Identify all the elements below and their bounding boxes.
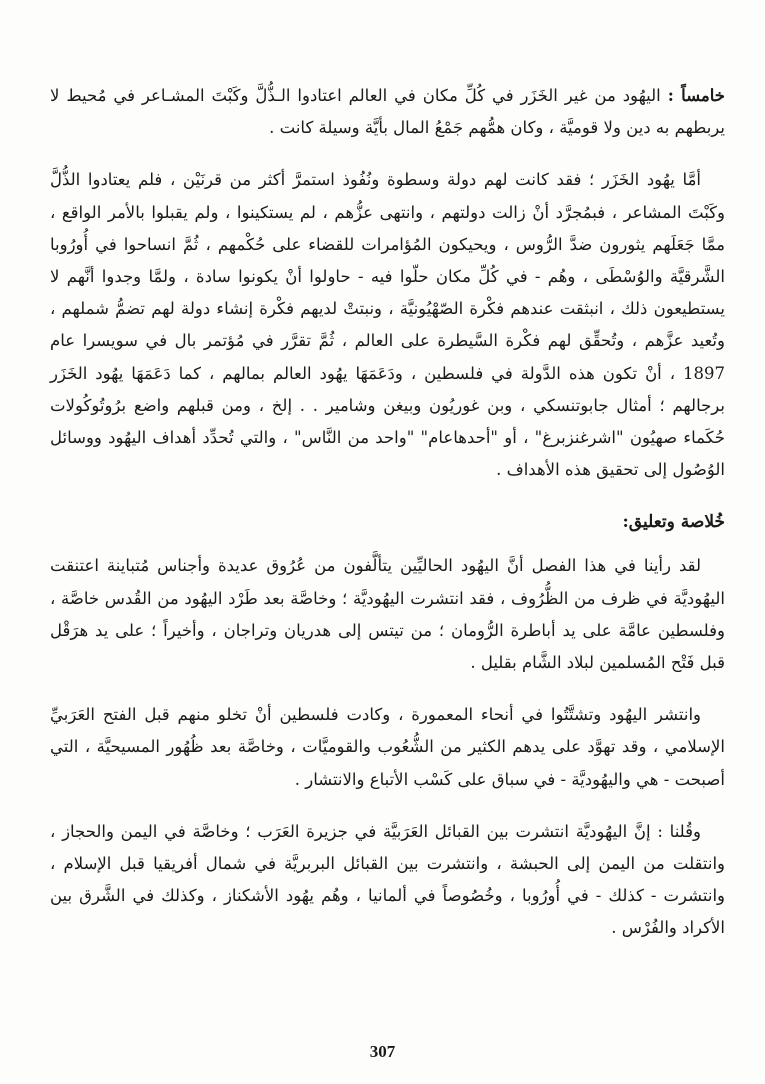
paragraph-lead: خامساً :: [667, 86, 725, 105]
paragraph-fifth: [50, 80, 725, 144]
paragraph-text: لقد رأينا في هذا الفصل أنَّ اليهُود الحاليِّين يتألَّفون من عُرُوق عديدة وأجناس مُتباينة اعتنقت اليهُوديَّة في ظرف من الظُّرُوف ، فقد انتشرت اليهُوديَّة ؛ وخاصَّة بعد طَرْد اليهُود من القُدس خاصَّة ، وفلسطين عامَّة على يد أباطرة الرُّومان ؛ من تيتس إلى هدريان وتراجان ، وأخيراً ؛ على يد هرَقْل قبل فَتْح المُسلمين لبلاد الشَّام بقليل .: [50, 556, 725, 673]
page-number: 307: [369, 1042, 396, 1061]
paragraph-text: وانتشر اليهُود وتشتَّتُوا في أنحاء المعمورة ، وكادت فلسطين أنْ تخلو منهم قبل الفتح العَرَبيِّ الإسلامي ، وقد تهوَّد على يدهم الكثير من الشُّعُوب والقوميَّات ، وخاصَّة بعد ظُهُور المسيحيَّة ، التي أصبحت - هي واليهُوديَّة - في سباق على كَسْب الأتباع والانتشار .: [50, 705, 725, 789]
paragraph-khazar: [50, 164, 725, 486]
paragraph-text: اليهُود من غير الخَزَر في كُلِّ مكان في العالم اعتادوا الـذُّلَّ وكَبْتَ المشـاعر في مُحيط لا يربطهم به دين ولا قوميَّة ، وكان همُّهم جَمْعُ المال بأيَّة وسيلة كانت .: [50, 86, 725, 138]
section-heading: خُلاصة وتعليق:: [622, 512, 725, 533]
paragraph-summary-3: [50, 816, 725, 945]
paragraph-text: وقُلنا : إنَّ اليهُوديَّة انتشرت بين القبائل العَرَبيَّة في جزيرة العَرَب ؛ وخاصَّة في اليمن والحجاز ، وانتقلت من اليمن إلى الحبشة ، وانتشرت بين القبائل البربريَّة في شمال أفريقيا قبل الإسلام ، وانتشرت - كذلك - في أُورُوبا ، وخُصُوصاً في ألمانيا ، وهُم يهُود الأشكناز ، وكذلك في الشَّرق بين الأكراد والفُرْس .: [50, 821, 725, 938]
paragraph-text: أمَّا يهُود الخَزَر ؛ فقد كانت لهم دولة وسطوة ونُفُوذ استمرَّ أكثر من قرنَيْن ، فلم يعتادوا الذُّلَّ وكَبْتَ المشاعر ، فبمُجرَّد أنْ زالت دولتهم ، وانتهى عزُّهم ، لم يستكينوا ، ولم يقبلوا بالأمر الواقع ، ممَّا جَعَلَهم يثورون ضدَّ الرُّوس ، ويحيكون المُؤامرات للقضاء على حُكْمهم ، ثُمَّ انساحوا في أُورُوبا الشَّرقيَّة والوُسْطَى ، وهُم - في كُلِّ مكان حلّوا فيه - حاولوا أنْ يكونوا سادة ، ولمَّا وجدوا أنَّهم لا يستطيعون ذلك ، انبثقت عندهم فكْرة الصّهْيُونيَّة ، ونبتتْ لديهم فكْرة إنشاء دولة لهم تضمُّ شملهم ، وتُعيد عزَّهم ، وتُحقِّق لهم فكْرة السَّيطرة على العالم ، ثُمَّ تقرَّر في مُؤتمر بال في سويسرا عام 1897 ، أنْ تكون هذه الدَّولة في فلسطين ، ودَعَمَهَا يهُود العالم بمالهم ، كما دَعَمَهَا يهُود الخَزَر برجالهم ؛ أمثال جابوتنسكي ، وبن غوريُون وبيغن وشامير . . إلخ ، ومن قبلهم واضع برُوتُوكُولات حُكَماء صهيُون "اشرغنزبرغ" ، أو "أحدهاعام" "واحد من النَّاس" ، والتي تُحدِّد أهداف اليهُود ووسائل الوُصُول إلى تحقيق هذه الأهداف .: [50, 170, 725, 480]
page-content: [50, 80, 725, 965]
paragraph-summary-2: [50, 699, 725, 796]
paragraph-summary-1: [50, 550, 725, 679]
